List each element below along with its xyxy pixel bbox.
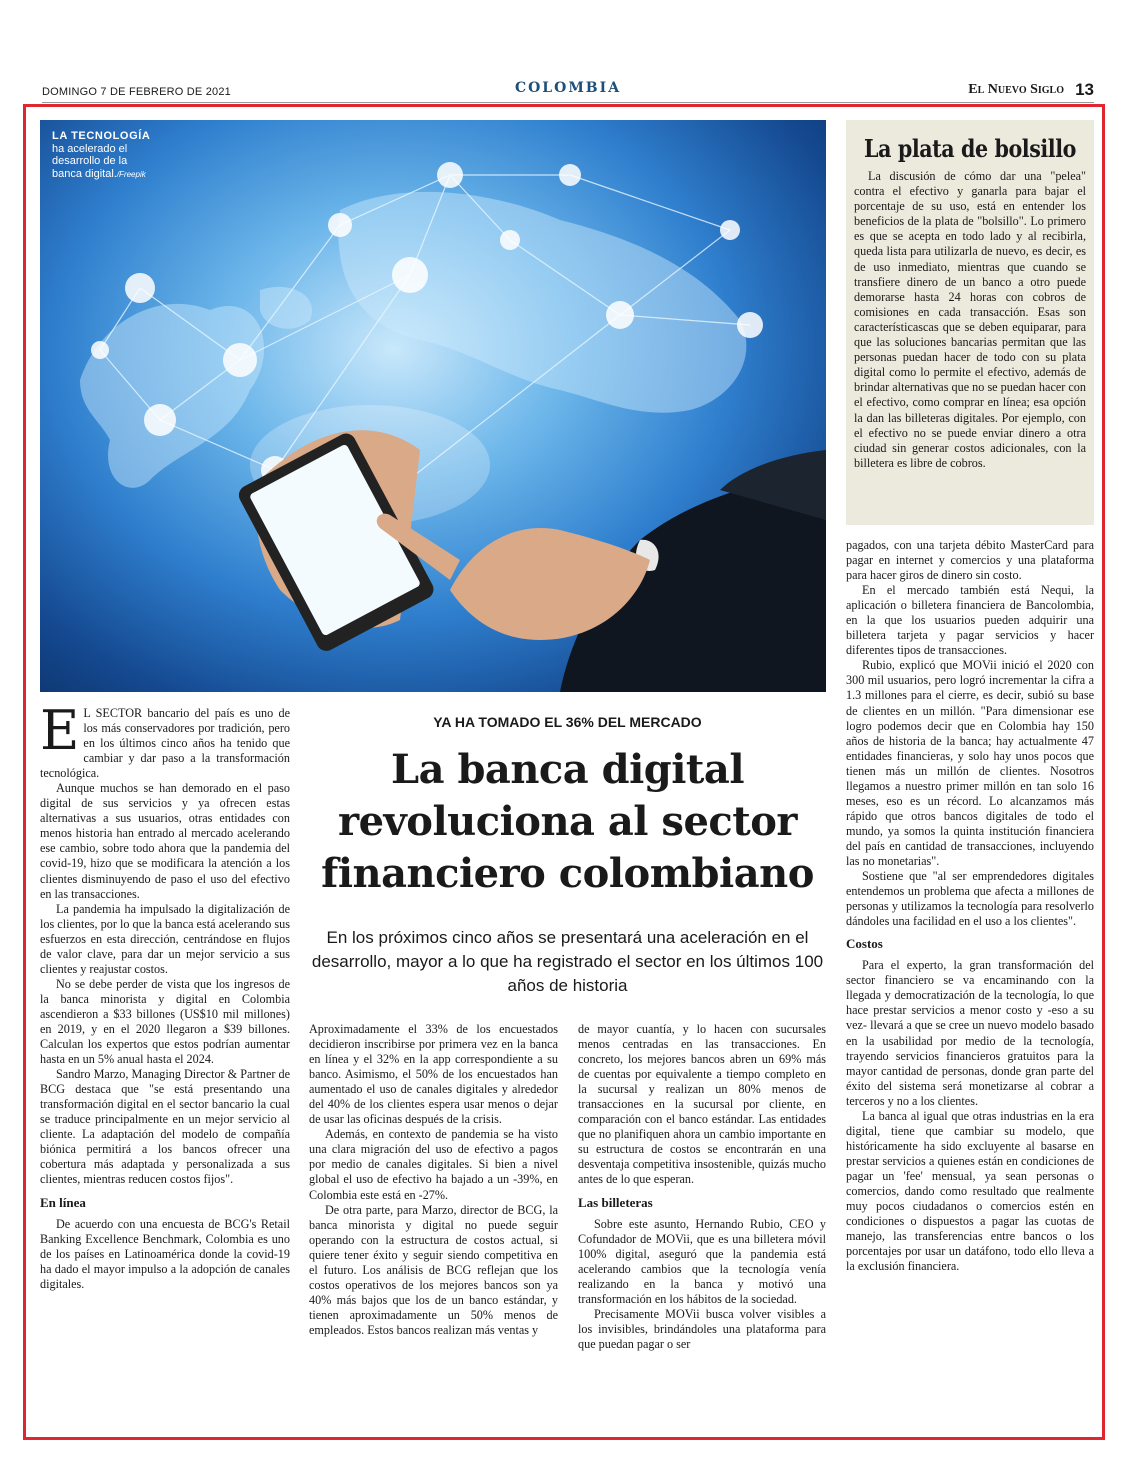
page-header (42, 80, 1094, 103)
paragraph: La pandemia ha impulsado la digitalización de los clientes, por lo que la banca está acelerando sus esfuerzos en esta dirección, centrándose en flujos de valor clave, para dar un mejor servicio a sus clientes y reajustar costos. (40, 901, 290, 976)
subhead-costos: Costos (846, 936, 883, 952)
digital-banking-illustration (40, 120, 826, 692)
paragraph: En el mercado también está Nequi, la aplicación o billetera financiera de Bancolombia, en la que los usuarios pueden adquirir una billetera tarjeta y pagar servicios y hacer diferentes tipos de transacciones. (846, 583, 1094, 658)
article-kicker: YA HA TOMADO EL 36% DEL MERCADO (433, 714, 702, 730)
article-subheadline: En los próximos cinco años se presentará una aceleración en el desarrollo, mayor a lo que ha registrado el sector en los últimos 100 años de historia (311, 928, 824, 995)
drop-cap: E (40, 699, 80, 762)
article-column-4 (846, 538, 1094, 1274)
paragraph: De acuerdo con una encuesta de BCG's Retail Banking Excellence Benchmark, Colombia es uno de los países en Latinoamérica donde la covid-19 ha dado el mayor impulso a la adopción de canales digitales. (40, 1216, 290, 1291)
paragraph: Sobre este asunto, Hernando Rubio, CEO y Cofundador de MOVii, que es una billetera móvil 100% digital, aseguró que la pandemia está acelerando cambios que la tecnología venía realizando en la banca y motivó una transformación en los hábitos de la sociedad. (578, 1216, 826, 1306)
paragraph: Precisamente MOVii busca volver visibles a los invisibles, brindándoles una plataforma para que puedan pagar o ser (578, 1306, 826, 1351)
paragraph: Para el experto, la gran transformación del sector financiero se va encaminando con la llegada y democratización de la tecnología, lo que hace prestar servicios a menor costo y -eso a su vez- llevará a que se cree un nuevo modelo basado en la usabilidad por medio de la tecnología, trayendo servicios financieros gratuitos para la mayor cantidad de personas, donde gran parte del éxito del sistema será monetizarse al cobrar a terceros y no a los clientes. (846, 958, 1094, 1108)
lead-paragraph (40, 699, 290, 781)
sidebar-title: La plata de bolsillo (864, 134, 1076, 163)
sidebar-body: La discusión de cómo dar una "pelea" contra el efectivo y ganarla para bajar el porcentaje de su uso, está en entender los beneficios de la plata de "bolsillo". Lo primero es que se acepta en todo lado y al recibirla, queda lista para utilizarla de nuevo, es decir, es de uso inmediato, mientras que cuando se transfiere dinero de un banco a otro puede demorarse hasta 24 horas con cobros de comisiones en cada transacción. Esas son característicascas que se deben equiparar, para que las soluciones bancarias permitan que las personas puedan hacer de todo con su plata digital como lo permite el efectivo, además de brindar alternativas que no se puedan hacer con el efectivo, como comprar en línea; esa opción la dan las billeteras digitales. Por ejemplo, con el efectivo no se puede enviar dinero a otra ciudad sin generar costos adicionales, con la billetera es libre de cobros. (854, 169, 1086, 470)
article-column-2 (309, 1022, 558, 1338)
caption-line: ha acelerado el (52, 142, 128, 155)
article-column-1 (40, 699, 290, 1292)
paragraph-text: L SECTOR bancario del país es uno de los más conservadores por tradición, pero en los últimos cinco años ha tenido que cambiar y dar paso a la transformación tecnológica. (40, 706, 290, 781)
paragraph: De otra parte, para Marzo, director de BCG, la banca minorista y digital no puede seguir operando con la estructura de costos actual, si quiere tener éxito y seguir siendo competitiva en el futuro. Los análisis de BCG reflejan que los costos operativos de los mejores bancos son ya 40% más bajos que los de un banco estándar, y tienen aproximadamente un 50% menos de empleados. Estos bancos realizan más ventas y (309, 1202, 558, 1337)
paragraph: Sostiene que "al ser emprendedores digitales entendemos un problema que afecta a millones de personas y utilizamos la tecnología para resolverlo dándoles una facilidad en el uso a los clientes". (846, 869, 1094, 929)
paragraph: Además, en contexto de pandemia se ha visto una clara migración del uso de efectivo a pagos por medio de canales digitales. Si bien a nivel global el uso de efectivo ha bajado a un -39%, en Colombia este está en -27%. (309, 1127, 558, 1202)
paragraph: Rubio, explicó que MOVii inició el 2020 con 300 mil usuarios, pero logró incrementar la cifra a 1.3 millones para el cierre, es decir, subió su base de clientes en un millón. "Para dimensionar ese logro podemos decir que en Colombia hay 150 años de historia de la banca; hay actualmente 47 entidades financieras, y solo hay unos pocos que tienen más un millón de clientes. Nosotros llegamos a nuestro primer millón en tan solo 16 meses, eso es un récord. Lo alcanzamos más rápido que otros bancos digitales de todo el mundo, ya somos la quinta institución financiera del país en cantidad de transacciones, incluyendo las no monetarias". (846, 658, 1094, 868)
paragraph: de mayor cuantía, y lo hacen con sucursales menos centradas en las transacciones. En concreto, los mejores bancos abren un 69% más de cuentas por equivalente a tiempo completo en la sucursal y realizan un 80% menos de transacciones en la sucursal por cliente, en comparación con el banco estándar. Las entidades que no planifiquen ahora un cambio importante en su estructura de costos se encontrarán en una desventaja competitiva insostenible, quizás mucho antes de lo que esperan. (578, 1022, 826, 1187)
subhead-billeteras: Las billeteras (578, 1194, 653, 1210)
article-column-3 (578, 1022, 826, 1352)
photo-credit: /Freepik (116, 169, 146, 179)
paragraph: Aunque muchos se han demorado en el paso digital de sus servicios y ya ofrecen estas alternativas a sus usuarios, otras entidades con menos historia han entrado al mercado acelerando ese cambio, sobre todo ahora que la pandemia del covid-19, hizo que se modificara la atención a los clientes disminuyendo de paso el uso del efectivo en las transacciones. (40, 781, 290, 901)
caption-line: banca digital. (52, 167, 117, 180)
sidebar-box (846, 120, 1094, 525)
caption-head: LA TECNOLOGÍA (52, 130, 151, 142)
lead-photo (40, 120, 826, 692)
newspaper-name: El Nuevo Siglo (968, 82, 1064, 97)
paragraph: La banca al igual que otras industrias en la era digital, tiene que cambiar su modelo, que históricamente ha sido excluyente al basarse en prestar servicios a quienes están en condiciones de pagar un 'fee' mensual, ya sean personas o comercios, dando como resultado que realmente muy pocos ciudadanos o comercios estén en condiciones o dispuestos a pagar las cuotas de manejo, las transferencias entre bancos o los porcentajes por usar un datáfono, todo ello lleva a la exclusión financiera. (846, 1108, 1094, 1274)
paragraph: Aproximadamente el 33% de los encuestados decidieron inscribirse por primera vez en la banca en línea y el 32% en la app correspondiente a su banco. Asimismo, el 50% de los encuestados han aumentado el uso de canales digitales y alrededor del 40% de los clientes espera usar menos o dejar de usar las oficinas después de la crisis. (309, 1022, 558, 1127)
article-headline: La banca digital revoluciona al sector financiero colombiano (321, 746, 814, 897)
photo-caption (52, 130, 150, 181)
issue-date: DOMINGO 7 DE FEBRERO DE 2021 (42, 86, 231, 98)
caption-line: desarrollo de la (52, 155, 128, 167)
paragraph: No se debe perder de vista que los ingresos de la banca minorista y digital en Colombia ascendieron a $33 billones (US$10 mil millones) en 2019, y en el 2020 llegaron a $39 billones. Calculan los expertos que estos podrían aumentar hasta en un 5% anual hasta el 2024. (40, 976, 290, 1067)
subhead-en-linea: En línea (40, 1194, 86, 1210)
paragraph: Sandro Marzo, Managing Director & Partner de BCG destaca que "se está presentando una transformación digital en el sector bancario la cual se traduce principalmente en un mejor servicio al cliente. La adaptación del modelo de compañía biónica permitirá a los bancos ofrecer una cobertura más adaptada y personalizada a sus clientes, mientras reducen costos fijos". (40, 1067, 290, 1187)
section-title: COLOMBIA (514, 80, 622, 96)
page-number: 13 (1075, 80, 1094, 99)
paragraph: pagados, con una tarjeta débito MasterCard para pagar en internet y comercios y una plataforma para hacer giros de dinero sin costo. (846, 538, 1094, 583)
